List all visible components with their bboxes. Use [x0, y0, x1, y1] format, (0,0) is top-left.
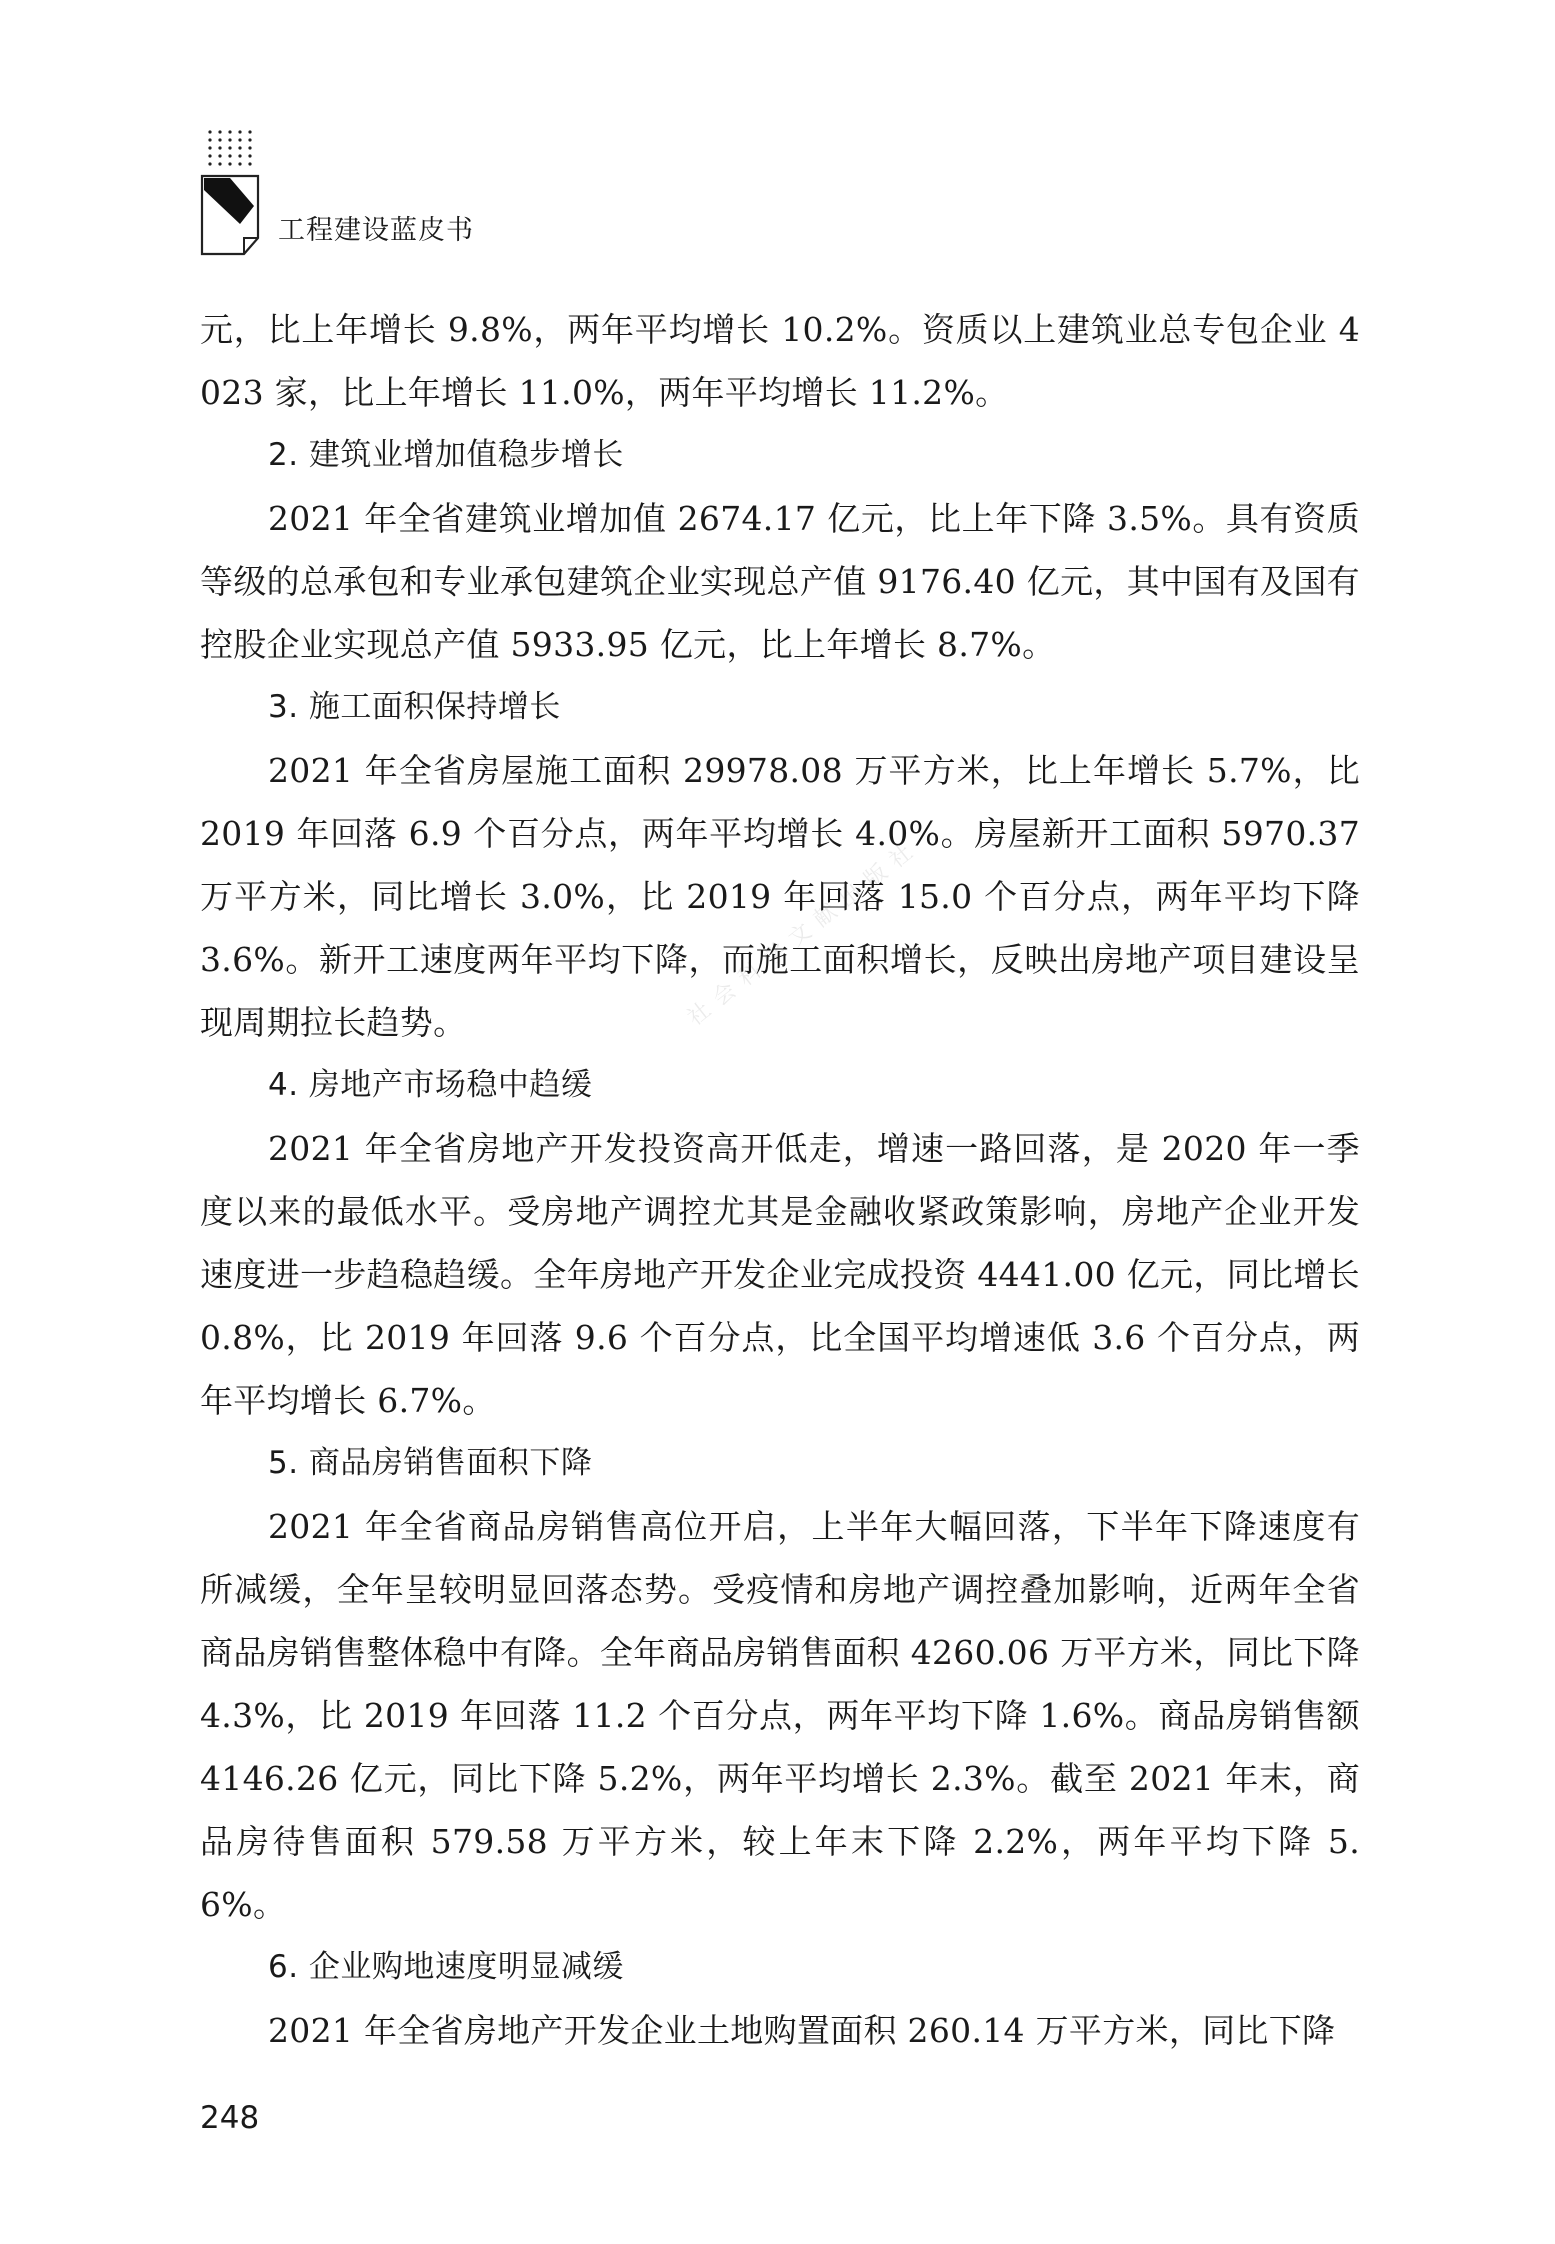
section-heading-5: 5. 商品房销售面积下降 [268, 1445, 593, 1481]
section-heading-6: 6. 企业购地速度明显减缓 [268, 1949, 624, 1985]
watermark-text: 社会科学文献出版社 [683, 834, 926, 1032]
book-title: 工程建设蓝皮书 [278, 215, 474, 246]
section-heading-3: 3. 施工面积保持增长 [268, 689, 561, 725]
paragraph-construction-value: 2021 年全省建筑业增加值 2674.17 亿元，比上年下降 3.5%。具有资质等级的总承包和专业承包建筑企业实现总产值 9176.40 亿元，其中国有及国有控股企业实现总产值 5933.95 亿元，比上年增长 8.7%。 [200, 499, 1360, 664]
page-body [200, 298, 1360, 2062]
paragraph-continued: 元，比上年增长 9.8%，两年平均增长 10.2%。资质以上建筑业总专包企业 4023 家，比上年增长 11.0%，两年平均增长 11.2%。 [200, 310, 1360, 412]
running-header [200, 128, 500, 268]
page-number: 248 [200, 2100, 260, 2136]
section-heading-2: 2. 建筑业增加值稳步增长 [268, 437, 624, 473]
paragraph-land-purchase: 2021 年全省房地产开发企业土地购置面积 260.14 万平方米，同比下降 [268, 2011, 1336, 2050]
paragraph-real-estate-market: 2021 年全省房地产开发投资高开低走，增速一路回落，是 2020 年一季度以来的最低水平。受房地产调控尤其是金融收紧政策影响，房地产企业开发速度进一步趋稳趋缓。全年房地产开发企业完成投资 4441.00 亿元，同比增长 0.8%，比 2019 年回落 9.6 个百分点，比全国平均增速低 3.6 个百分点，两年平均增长 6.7%。 [200, 1129, 1360, 1420]
paragraph-housing-sales: 2021 年全省商品房销售高位开启，上半年大幅回落，下半年下降速度有所减缓，全年呈较明显回落态势。受疫情和房地产调控叠加影响，近两年全省商品房销售整体稳中有降。全年商品房销售面积 4260.06 万平方米，同比下降 4.3%，比 2019 年回落 11.2 个百分点，两年平均下降 1.6%。商品房销售额 4146.26 亿元，同比下降 5.2%，两年平均增长 2.3%。截至 2021 年末，商品房待售面积 579.58 万平方米，较上年末下降 2.2%，两年平均下降 5.6%。 [200, 1507, 1360, 1924]
section-heading-4: 4. 房地产市场稳中趋缓 [268, 1067, 593, 1103]
book-emblem-icon [200, 128, 270, 258]
paragraph-construction-area: 2021 年全省房屋施工面积 29978.08 万平方米，比上年增长 5.7%，比 2019 年回落 6.9 个百分点，两年平均增长 4.0%。房屋新开工面积 5970.37 万平方米，同比增长 3.0%，比 2019 年回落 15.0 个百分点，两年平均下降 3.6%。新开工速度两年平均下降，而施工面积增长，反映出房地产项目建设呈现周期拉长趋势。 [200, 751, 1360, 1042]
